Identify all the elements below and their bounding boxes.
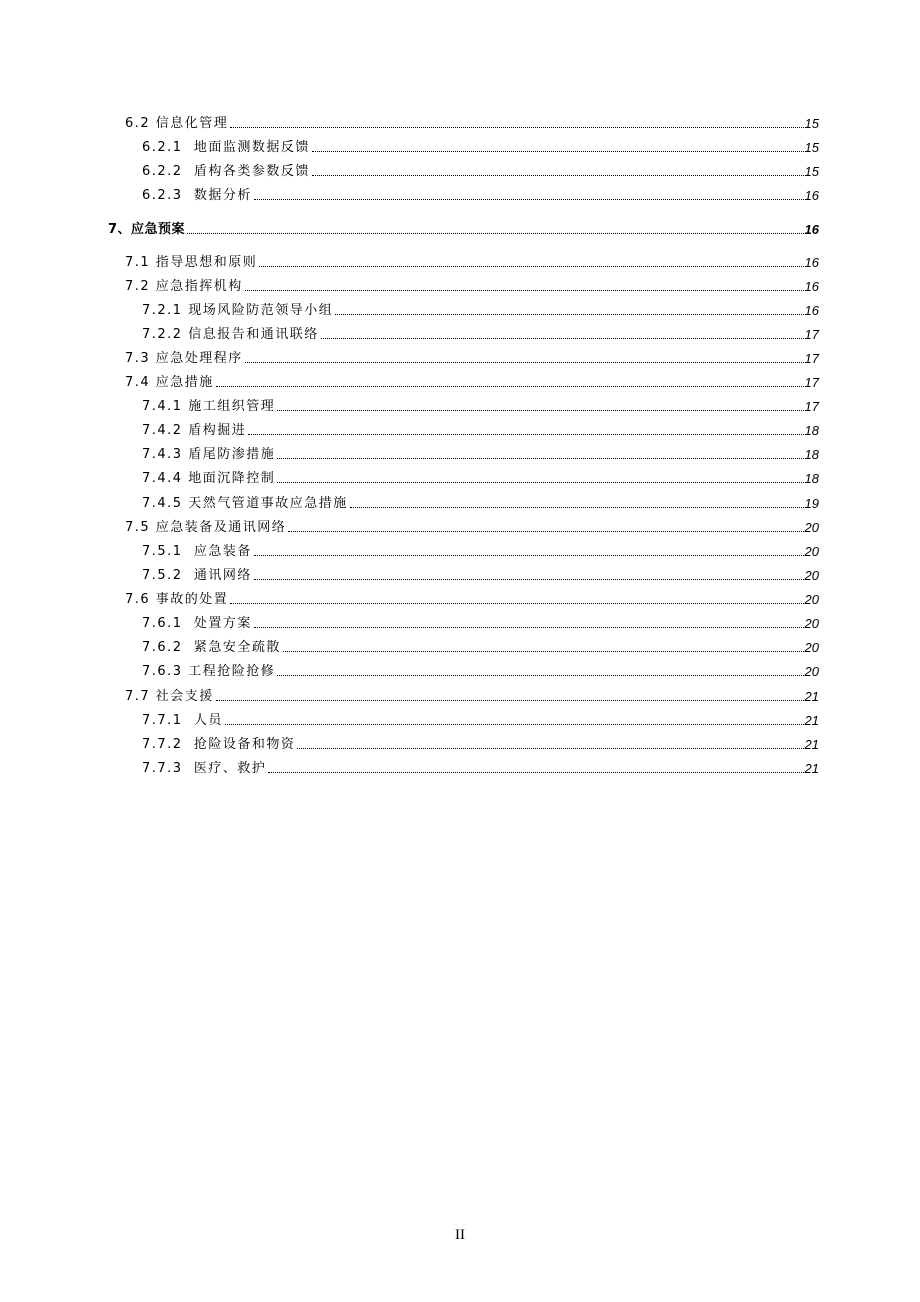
toc-entry-label: 7、应急预案	[108, 222, 186, 237]
toc-entry[interactable]	[142, 467, 819, 487]
toc-entry[interactable]	[142, 612, 819, 632]
toc-entry-page: 18	[804, 423, 819, 438]
toc-entry[interactable]	[142, 492, 819, 512]
toc-entry-label: 7.4 应急措施	[125, 375, 214, 390]
toc-entry-page: 20	[804, 616, 819, 631]
toc-entry-page: 20	[804, 544, 819, 559]
toc-entry[interactable]	[125, 588, 819, 608]
toc-entry-label: 7.2.2 信息报告和通讯联络	[142, 327, 319, 342]
toc-entry-label: 6.2 信息化管理	[125, 116, 229, 131]
toc-entry[interactable]	[142, 323, 819, 343]
toc-entry-page: 21	[804, 689, 819, 704]
toc-entry-label: 7.6.3 工程抢险抢修	[142, 664, 276, 679]
toc-entry-label: 6.2.1 地面监测数据反馈	[142, 140, 310, 155]
toc-leader-dots	[277, 457, 803, 459]
toc-entry-label: 7.6.1 处置方案	[142, 616, 252, 631]
toc-entry-page: 17	[804, 351, 819, 366]
toc-entry-page: 18	[804, 471, 819, 486]
toc-leader-dots	[230, 602, 803, 604]
toc-entry-label: 7.5.2 通讯网络	[142, 568, 252, 583]
toc-entry-page: 16	[804, 222, 819, 237]
toc-entry[interactable]	[142, 160, 819, 180]
toc-leader-dots	[245, 289, 804, 291]
toc-entry-label: 7.4.1 施工组织管理	[142, 399, 276, 414]
toc-leader-dots	[277, 674, 803, 676]
toc-entry-page: 17	[804, 375, 819, 390]
toc-leader-dots	[216, 385, 804, 387]
toc-entry[interactable]	[125, 112, 819, 132]
toc-entry-page: 16	[804, 303, 819, 318]
toc-leader-dots	[230, 126, 803, 128]
toc-entry-label: 6.2.3 数据分析	[142, 188, 252, 203]
toc-leader-dots	[288, 530, 803, 532]
toc-entry-label: 7.4.3 盾尾防渗措施	[142, 447, 276, 462]
toc-entry-label: 7.7.1 人员	[142, 713, 223, 728]
toc-entry[interactable]	[142, 184, 819, 204]
toc-entry[interactable]	[125, 275, 819, 295]
toc-leader-dots	[283, 650, 804, 652]
toc-entry-label: 7.5 应急装备及通讯网络	[125, 520, 287, 535]
toc-entry-label: 7.4.4 地面沉降控制	[142, 471, 276, 486]
toc-entry[interactable]	[142, 443, 819, 463]
page-number: II	[455, 1227, 465, 1243]
toc-leader-dots	[254, 626, 804, 628]
toc-leader-dots	[268, 771, 803, 773]
toc-entry-page: 20	[804, 520, 819, 535]
toc-entry[interactable]	[142, 395, 819, 415]
toc-entry[interactable]	[125, 251, 819, 271]
toc-entry[interactable]	[142, 733, 819, 753]
toc-entry-page: 15	[804, 140, 819, 155]
toc-entry[interactable]	[142, 564, 819, 584]
toc-entry[interactable]	[142, 709, 819, 729]
toc-entry-page: 16	[804, 279, 819, 294]
toc-entry[interactable]	[142, 419, 819, 439]
toc-entry[interactable]	[142, 136, 819, 156]
toc-entry-page: 19	[804, 496, 819, 511]
toc-entry-label: 7.3 应急处理程序	[125, 351, 243, 366]
toc-entry-page: 16	[804, 188, 819, 203]
toc-entry-page: 20	[804, 664, 819, 679]
toc-entry[interactable]	[125, 516, 819, 536]
toc-entry[interactable]	[125, 371, 819, 391]
toc-leader-dots	[254, 198, 804, 200]
toc-leader-dots	[277, 409, 803, 411]
toc-leader-dots	[254, 554, 804, 556]
toc-entry-label: 7.4.5 天然气管道事故应急措施	[142, 496, 348, 511]
toc-entry-label: 7.7.2 抢险设备和物资	[142, 737, 296, 752]
toc-entry[interactable]	[142, 660, 819, 680]
toc-entry-page: 21	[804, 737, 819, 752]
toc-leader-dots	[297, 747, 803, 749]
toc-leader-dots	[187, 232, 803, 234]
toc-leader-dots	[312, 174, 804, 176]
toc-entry-page: 16	[804, 255, 819, 270]
toc-entry-page: 17	[804, 327, 819, 342]
toc-entry[interactable]	[142, 757, 819, 777]
toc-leader-dots	[312, 150, 804, 152]
toc-entry-page: 21	[804, 761, 819, 776]
toc-leader-dots	[335, 313, 803, 315]
toc-entry-label: 7.6 事故的处置	[125, 592, 229, 607]
toc-entry-page: 20	[804, 592, 819, 607]
toc-leader-dots	[259, 265, 803, 267]
toc-entry-label: 6.2.2 盾构各类参数反馈	[142, 164, 310, 179]
toc-entry[interactable]	[142, 299, 819, 319]
toc-entry-page: 18	[804, 447, 819, 462]
toc-leader-dots	[225, 723, 804, 725]
toc-entry[interactable]	[142, 540, 819, 560]
toc-leader-dots	[216, 699, 804, 701]
toc-entry-label: 7.1 指导思想和原则	[125, 255, 258, 270]
toc-entry[interactable]	[108, 218, 819, 238]
toc-entry-label: 7.7.3 医疗、救护	[142, 761, 267, 776]
toc-entry-page: 15	[804, 164, 819, 179]
toc-entry-page: 15	[804, 116, 819, 131]
toc-entry[interactable]	[125, 347, 819, 367]
toc-entry-label: 7.2.1 现场风险防范领导小组	[142, 303, 334, 318]
toc-leader-dots	[254, 578, 804, 580]
toc-entry-label: 7.5.1 应急装备	[142, 544, 252, 559]
toc-leader-dots	[321, 337, 804, 339]
toc-leader-dots	[350, 506, 804, 508]
toc-leader-dots	[245, 361, 804, 363]
toc-entry-label: 7.7 社会支援	[125, 689, 214, 704]
toc-entry-page: 20	[804, 568, 819, 583]
toc-leader-dots	[248, 433, 803, 435]
toc-entry-label: 7.2 应急指挥机构	[125, 279, 243, 294]
toc-entry-label: 7.4.2 盾构掘进	[142, 423, 247, 438]
toc-entry-page: 21	[804, 713, 819, 728]
toc-entry[interactable]	[125, 685, 819, 705]
toc-entry-label: 7.6.2 紧急安全疏散	[142, 640, 281, 655]
toc-leader-dots	[277, 481, 803, 483]
toc-entry[interactable]	[142, 636, 819, 656]
toc-entry-page: 17	[804, 399, 819, 414]
toc-entry-page: 20	[804, 640, 819, 655]
